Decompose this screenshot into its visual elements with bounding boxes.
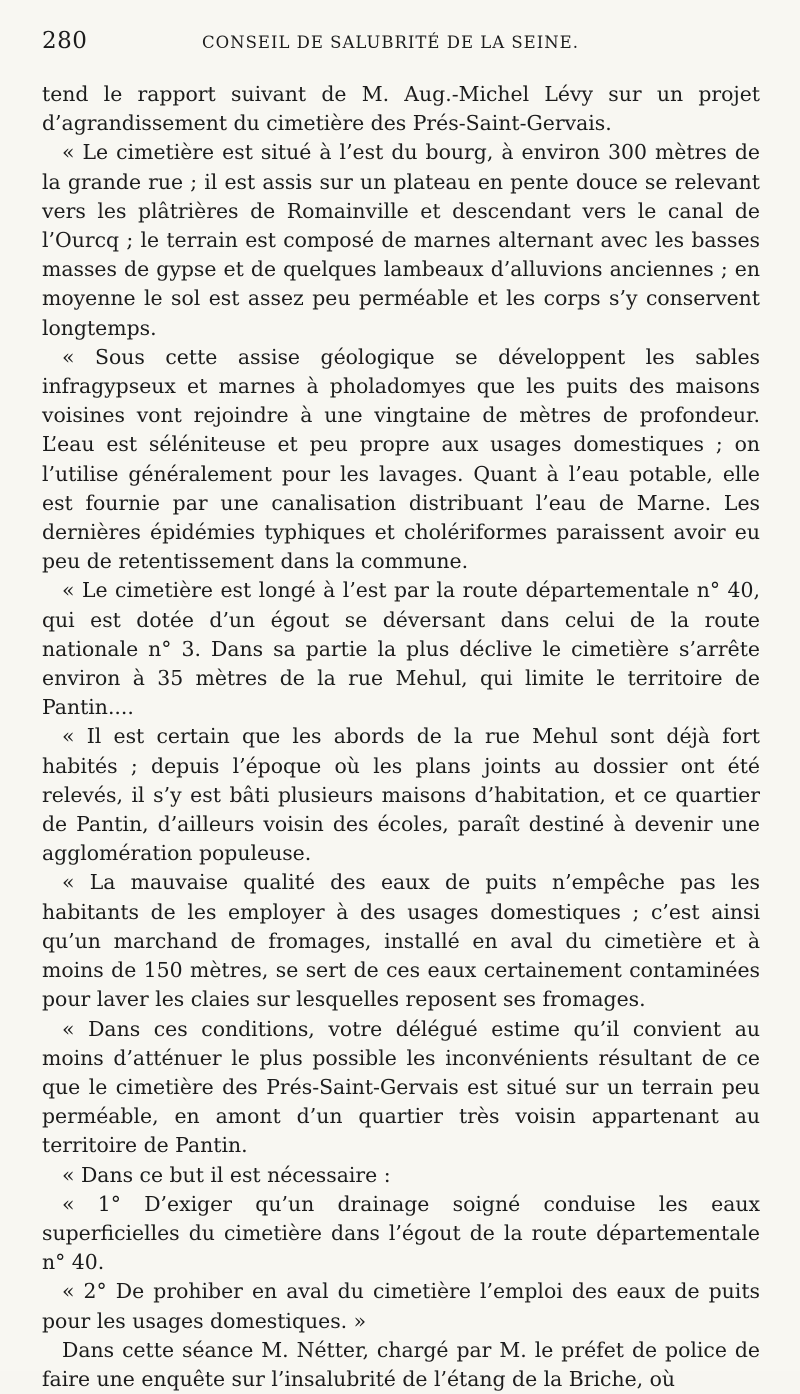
paragraph: « 1° D’exiger qu’un drainage soigné conduise les eaux superficielles du cimetière dans l’égout de la route départementale n° 40. [42, 1191, 760, 1275]
paragraph: « Sous cette assise géologique se développent les sables infragypseux et marnes à pholadomyes que les puits des maisons voisines vont rejoindre à une vingtaine de mètres de profondeur. L’eau est séléniteuse et peu propre aux usages domestiques ; on l’utilise généralement pour les lavages. Quant à l’eau potable, elle est fournie par une canalisation distribuant l’eau de Marne. Les dernières épidémies typhiques et cholériformes paraissent avoir eu peu de retentissement dans la commune. [42, 344, 760, 574]
paragraph: « Le cimetière est longé à l’est par la route départementale n° 40, qui est dotée d’un égout se déversant dans celui de la route nationale n° 3. Dans sa partie la plus déclive le cimetière s’arrête environ à 35 mètres de la rue Mehul, qui limite le territoire de Pantin.... [42, 578, 760, 720]
paragraph: Dans cette séance M. Nétter, chargé par M. le préfet de police de faire une enquête sur l’insalubrité de l’étang de la Briche, où [42, 1337, 760, 1391]
paragraph: « Dans ce but il est nécessaire : [62, 1162, 391, 1187]
page-header [42, 28, 760, 80]
paragraph: « Le cimetière est situé à l’est du bourg, à environ 300 mètres de la grande rue ; il est assis sur un plateau en pente douce se relevant vers les plâtrières de Romainville et descendant vers le canal de l’Ourcq ; le terrain est composé de marnes alternant avec les basses masses de gypse et de quelques lambeaux d’alluvions anciennes ; en moyenne le sol est assez peu perméable et les corps s’y conservent longtemps. [42, 140, 760, 340]
paragraph-continuation: tend le rapport suivant de M. Aug.-Michel Lévy sur un projet d’agrandissement du cimetière des Prés-Saint-Gervais. [42, 82, 760, 136]
page-number: 280 [42, 28, 88, 54]
paragraph: « La mauvaise qualité des eaux de puits n’empêche pas les habitants de les employer à des usages domestiques ; c’est ainsi qu’un marchand de fromages, installé en aval du cimetière et à moins de 150 mètres, se sert de ces eaux certainement contaminées pour laver les claies sur lesquelles reposent ses fromages. [42, 870, 760, 1012]
paragraph: « Dans ces conditions, votre délégué estime qu’il convient au moins d’atténuer le plus possible les inconvénients résultant de ce que le cimetière des Prés-Saint-Gervais est situé sur un terrain peu perméable, en amont d’un quartier très voisin appartenant au territoire de Pantin. [42, 1016, 760, 1158]
paragraph: « 2° De prohiber en aval du cimetière l’emploi des eaux de puits pour les usages domestiques. » [42, 1279, 760, 1333]
paragraph: « Il est certain que les abords de la rue Mehul sont déjà fort habités ; depuis l’époque où les plans joints au dossier ont été relevés, il s’y est bâti plusieurs maisons d’habitation, et ce quartier de Pantin, d’ailleurs voisin des écoles, paraît destiné à devenir une agglomération populeuse. [42, 724, 760, 866]
running-head: CONSEIL DE SALUBRITÉ DE LA SEINE. [202, 33, 579, 52]
body-text [42, 80, 760, 1394]
